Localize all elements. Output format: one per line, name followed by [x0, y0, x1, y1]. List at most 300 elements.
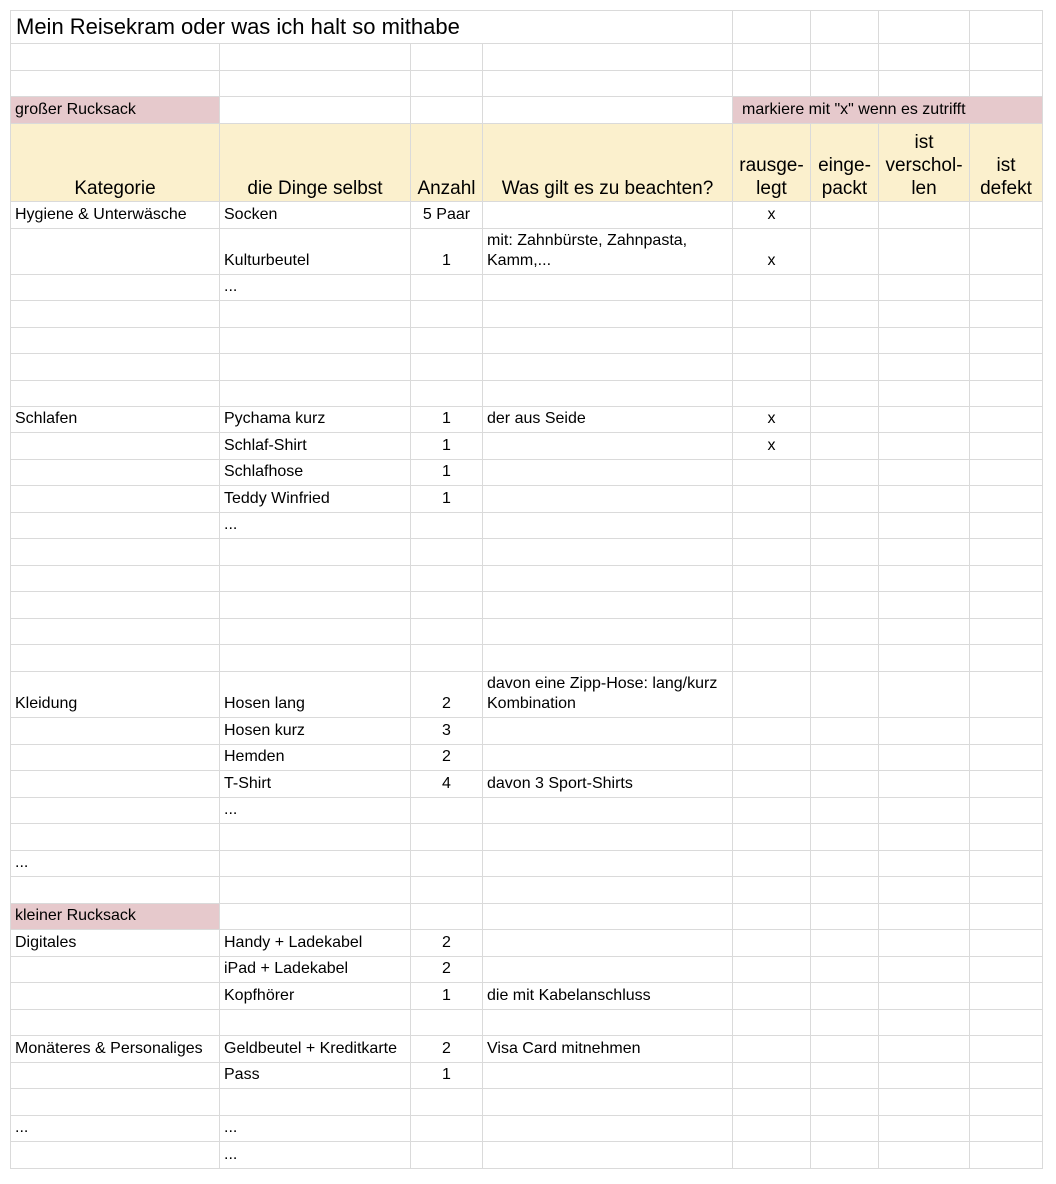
cell-anzahl[interactable] [411, 592, 483, 619]
cell-anzahl[interactable] [411, 1036, 483, 1063]
cell-kategorie[interactable] [10, 824, 220, 851]
cell-kategorie[interactable] [10, 433, 220, 460]
cell-ding[interactable] [220, 433, 411, 460]
cell-verschollen[interactable] [879, 619, 970, 645]
cell-rausgelegt[interactable] [733, 930, 811, 957]
cell-verschollen[interactable] [879, 1116, 970, 1142]
cell-kategorie[interactable] [10, 983, 220, 1010]
cell-rausgelegt[interactable] [733, 904, 811, 930]
cell-eingepackt[interactable] [811, 10, 879, 44]
cell-ding[interactable] [220, 1142, 411, 1169]
cell-eingepackt[interactable] [811, 745, 879, 771]
cell-ding[interactable] [220, 1063, 411, 1089]
cell-anzahl[interactable] [411, 798, 483, 824]
cell-anzahl[interactable] [411, 433, 483, 460]
cell-rausgelegt[interactable] [733, 957, 811, 983]
cell-eingepackt[interactable] [811, 1089, 879, 1116]
cell-dinge[interactable] [220, 381, 411, 407]
cell-defekt[interactable] [970, 619, 1043, 645]
cell-beachten[interactable] [483, 202, 733, 229]
cell-kategorie[interactable] [10, 566, 220, 592]
cell-anzahl[interactable] [411, 460, 483, 486]
cell-ding[interactable] [220, 407, 411, 433]
cell-kategorie[interactable] [10, 798, 220, 824]
cell-verschollen[interactable] [879, 645, 970, 672]
cell-verschollen[interactable] [879, 44, 970, 71]
cell-anzahl[interactable] [411, 381, 483, 407]
cell-rausgelegt[interactable] [733, 619, 811, 645]
cell-defekt[interactable] [970, 1089, 1043, 1116]
cell-anzahl[interactable] [411, 1010, 483, 1036]
cell-defekt[interactable] [970, 1036, 1043, 1063]
cell-anzahl[interactable] [411, 718, 483, 745]
cell-beachten[interactable] [483, 460, 733, 486]
cell-verschollen[interactable] [879, 957, 970, 983]
cell-anzahl[interactable] [411, 97, 483, 124]
cell-defekt[interactable] [970, 930, 1043, 957]
cell-beachten[interactable] [483, 851, 733, 877]
cell-eingepackt[interactable] [811, 460, 879, 486]
cell-ding[interactable] [220, 1036, 411, 1063]
cell-anzahl[interactable] [411, 539, 483, 566]
cell-beachten[interactable] [483, 798, 733, 824]
cell-kategorie[interactable] [10, 718, 220, 745]
cell-verschollen[interactable] [879, 592, 970, 619]
cell-kategorie[interactable] [10, 1063, 220, 1089]
cell-verschollen[interactable] [879, 930, 970, 957]
cell-defekt[interactable] [970, 301, 1043, 328]
cell-eingepackt[interactable] [811, 851, 879, 877]
cell-anzahl[interactable] [411, 275, 483, 301]
cell-beachten[interactable] [483, 957, 733, 983]
cell-rausgelegt[interactable] [733, 1089, 811, 1116]
cell-rausgelegt[interactable] [733, 328, 811, 354]
cell-ding[interactable] [220, 851, 411, 877]
cell-verschollen[interactable] [879, 275, 970, 301]
cell-ding[interactable] [220, 718, 411, 745]
cell-kategorie[interactable] [10, 407, 220, 433]
cell-verschollen[interactable] [879, 202, 970, 229]
cell-anzahl[interactable] [411, 1063, 483, 1089]
cell-eingepackt[interactable] [811, 301, 879, 328]
cell-beachten[interactable] [483, 354, 733, 381]
cell-eingepackt[interactable] [811, 229, 879, 275]
cell-rausgelegt[interactable] [733, 877, 811, 904]
cell-ding[interactable] [220, 1116, 411, 1142]
cell-kategorie[interactable] [10, 1036, 220, 1063]
cell-dinge[interactable] [220, 592, 411, 619]
cell-defekt[interactable] [970, 486, 1043, 513]
cell-dinge[interactable] [220, 1089, 411, 1116]
cell-rausgelegt[interactable] [733, 381, 811, 407]
cell-rausgelegt[interactable] [733, 851, 811, 877]
cell-verschollen[interactable] [879, 745, 970, 771]
cell-defekt[interactable] [970, 798, 1043, 824]
cell-beachten[interactable] [483, 71, 733, 97]
cell-kategorie[interactable] [10, 354, 220, 381]
cell-beachten[interactable] [483, 44, 733, 71]
cell-ding[interactable] [220, 983, 411, 1010]
cell-anzahl[interactable] [411, 771, 483, 798]
cell-verschollen[interactable] [879, 328, 970, 354]
header-beachten[interactable] [483, 124, 733, 202]
cell-kategorie[interactable] [10, 877, 220, 904]
cell-kategorie[interactable] [10, 513, 220, 539]
cell-defekt[interactable] [970, 904, 1043, 930]
cell-kategorie[interactable] [10, 1116, 220, 1142]
cell-defekt[interactable] [970, 745, 1043, 771]
cell-beachten[interactable] [483, 97, 733, 124]
cell-defekt[interactable] [970, 71, 1043, 97]
cell-rausgelegt[interactable] [733, 71, 811, 97]
cell-dinge[interactable] [220, 97, 411, 124]
cell-verschollen[interactable] [879, 851, 970, 877]
cell-rausgelegt[interactable] [733, 983, 811, 1010]
cell-defekt[interactable] [970, 460, 1043, 486]
cell-verschollen[interactable] [879, 460, 970, 486]
cell-rausgelegt[interactable] [733, 275, 811, 301]
cell-defekt[interactable] [970, 771, 1043, 798]
cell-anzahl[interactable] [411, 957, 483, 983]
cell-kategorie[interactable] [10, 1142, 220, 1169]
cell-kategorie[interactable] [10, 645, 220, 672]
cell-defekt[interactable] [970, 202, 1043, 229]
cell-verschollen[interactable] [879, 824, 970, 851]
cell-dinge[interactable] [220, 44, 411, 71]
cell-defekt[interactable] [970, 592, 1043, 619]
cell-beachten[interactable] [483, 877, 733, 904]
cell-beachten[interactable] [483, 433, 733, 460]
cell-ding[interactable] [220, 513, 411, 539]
cell-beachten[interactable] [483, 301, 733, 328]
cell-verschollen[interactable] [879, 672, 970, 718]
cell-beachten[interactable] [483, 407, 733, 433]
header-anzahl[interactable] [411, 124, 483, 202]
cell-beachten[interactable] [483, 1116, 733, 1142]
cell-kategorie[interactable] [10, 1089, 220, 1116]
cell-beachten[interactable] [483, 672, 733, 718]
cell-dinge[interactable] [220, 619, 411, 645]
cell-defekt[interactable] [970, 1063, 1043, 1089]
cell-ding[interactable] [220, 930, 411, 957]
cell-eingepackt[interactable] [811, 798, 879, 824]
cell-ding[interactable] [220, 275, 411, 301]
cell-rausgelegt[interactable] [733, 771, 811, 798]
cell-dinge[interactable] [220, 824, 411, 851]
cell-anzahl[interactable] [411, 983, 483, 1010]
cell-rausgelegt[interactable] [733, 1116, 811, 1142]
cell-dinge[interactable] [220, 566, 411, 592]
cell-beachten[interactable] [483, 645, 733, 672]
cell-defekt[interactable] [970, 877, 1043, 904]
cell-kategorie[interactable] [10, 460, 220, 486]
cell-kategorie[interactable] [10, 229, 220, 275]
cell-defekt[interactable] [970, 1010, 1043, 1036]
cell-rausgelegt[interactable] [733, 513, 811, 539]
cell-kategorie[interactable] [10, 301, 220, 328]
cell-rausgelegt[interactable] [733, 798, 811, 824]
cell-beachten[interactable] [483, 486, 733, 513]
cell-eingepackt[interactable] [811, 930, 879, 957]
cell-ding[interactable] [220, 229, 411, 275]
cell-eingepackt[interactable] [811, 354, 879, 381]
cell-ding[interactable] [220, 957, 411, 983]
cell-kategorie[interactable] [10, 328, 220, 354]
cell-anzahl[interactable] [411, 1116, 483, 1142]
header-defekt[interactable] [970, 124, 1043, 202]
cell-dinge[interactable] [220, 645, 411, 672]
cell-dinge[interactable] [220, 904, 411, 930]
cell-rausgelegt[interactable] [733, 433, 811, 460]
cell-anzahl[interactable] [411, 354, 483, 381]
cell-verschollen[interactable] [879, 10, 970, 44]
cell-anzahl[interactable] [411, 1142, 483, 1169]
cell-defekt[interactable] [970, 851, 1043, 877]
cell-ding[interactable] [220, 745, 411, 771]
cell-anzahl[interactable] [411, 301, 483, 328]
cell-eingepackt[interactable] [811, 1036, 879, 1063]
cell-anzahl[interactable] [411, 672, 483, 718]
cell-verschollen[interactable] [879, 381, 970, 407]
cell-rausgelegt[interactable] [733, 1063, 811, 1089]
cell-defekt[interactable] [970, 957, 1043, 983]
cell-defekt[interactable] [970, 407, 1043, 433]
cell-ding[interactable] [220, 486, 411, 513]
cell-eingepackt[interactable] [811, 645, 879, 672]
cell-eingepackt[interactable] [811, 771, 879, 798]
cell-beachten[interactable] [483, 1063, 733, 1089]
cell-anzahl[interactable] [411, 1089, 483, 1116]
cell-verschollen[interactable] [879, 877, 970, 904]
cell-kategorie[interactable] [10, 957, 220, 983]
cell-eingepackt[interactable] [811, 275, 879, 301]
cell-rausgelegt[interactable] [733, 645, 811, 672]
cell-eingepackt[interactable] [811, 407, 879, 433]
cell-verschollen[interactable] [879, 566, 970, 592]
cell-kategorie[interactable] [10, 71, 220, 97]
cell-defekt[interactable] [970, 513, 1043, 539]
sheet-title[interactable] [10, 10, 733, 44]
cell-kategorie[interactable] [10, 381, 220, 407]
cell-verschollen[interactable] [879, 1063, 970, 1089]
cell-eingepackt[interactable] [811, 71, 879, 97]
cell-beachten[interactable] [483, 328, 733, 354]
cell-anzahl[interactable] [411, 513, 483, 539]
mark-hint[interactable] [733, 97, 1043, 124]
cell-eingepackt[interactable] [811, 44, 879, 71]
cell-eingepackt[interactable] [811, 539, 879, 566]
cell-kategorie[interactable] [10, 539, 220, 566]
cell-dinge[interactable] [220, 877, 411, 904]
cell-anzahl[interactable] [411, 71, 483, 97]
cell-verschollen[interactable] [879, 798, 970, 824]
cell-kategorie[interactable] [10, 851, 220, 877]
cell-verschollen[interactable] [879, 407, 970, 433]
cell-rausgelegt[interactable] [733, 718, 811, 745]
cell-verschollen[interactable] [879, 904, 970, 930]
cell-defekt[interactable] [970, 566, 1043, 592]
cell-rausgelegt[interactable] [733, 202, 811, 229]
cell-beachten[interactable] [483, 771, 733, 798]
cell-kategorie[interactable] [10, 486, 220, 513]
cell-rausgelegt[interactable] [733, 460, 811, 486]
cell-verschollen[interactable] [879, 718, 970, 745]
cell-eingepackt[interactable] [811, 1010, 879, 1036]
cell-eingepackt[interactable] [811, 202, 879, 229]
cell-beachten[interactable] [483, 1089, 733, 1116]
cell-rausgelegt[interactable] [733, 407, 811, 433]
cell-beachten[interactable] [483, 718, 733, 745]
cell-beachten[interactable] [483, 619, 733, 645]
cell-beachten[interactable] [483, 824, 733, 851]
cell-defekt[interactable] [970, 44, 1043, 71]
cell-ding[interactable] [220, 460, 411, 486]
cell-defekt[interactable] [970, 10, 1043, 44]
cell-verschollen[interactable] [879, 229, 970, 275]
cell-anzahl[interactable] [411, 566, 483, 592]
cell-rausgelegt[interactable] [733, 486, 811, 513]
cell-kategorie[interactable] [10, 771, 220, 798]
cell-kategorie[interactable] [10, 672, 220, 718]
cell-rausgelegt[interactable] [733, 539, 811, 566]
cell-anzahl[interactable] [411, 407, 483, 433]
cell-eingepackt[interactable] [811, 672, 879, 718]
cell-defekt[interactable] [970, 381, 1043, 407]
cell-beachten[interactable] [483, 1036, 733, 1063]
cell-beachten[interactable] [483, 930, 733, 957]
cell-beachten[interactable] [483, 1142, 733, 1169]
cell-dinge[interactable] [220, 354, 411, 381]
cell-defekt[interactable] [970, 229, 1043, 275]
cell-defekt[interactable] [970, 354, 1043, 381]
cell-kategorie[interactable] [10, 275, 220, 301]
cell-verschollen[interactable] [879, 354, 970, 381]
cell-dinge[interactable] [220, 1010, 411, 1036]
cell-rausgelegt[interactable] [733, 566, 811, 592]
cell-kategorie[interactable] [10, 592, 220, 619]
section-small-backpack[interactable] [10, 904, 220, 930]
cell-ding[interactable] [220, 798, 411, 824]
header-dinge[interactable] [220, 124, 411, 202]
cell-verschollen[interactable] [879, 301, 970, 328]
cell-ding[interactable] [220, 672, 411, 718]
cell-anzahl[interactable] [411, 202, 483, 229]
cell-verschollen[interactable] [879, 486, 970, 513]
cell-verschollen[interactable] [879, 1010, 970, 1036]
cell-eingepackt[interactable] [811, 718, 879, 745]
cell-kategorie[interactable] [10, 1010, 220, 1036]
cell-rausgelegt[interactable] [733, 745, 811, 771]
cell-defekt[interactable] [970, 328, 1043, 354]
cell-anzahl[interactable] [411, 824, 483, 851]
cell-defekt[interactable] [970, 275, 1043, 301]
cell-beachten[interactable] [483, 1010, 733, 1036]
cell-beachten[interactable] [483, 566, 733, 592]
cell-anzahl[interactable] [411, 44, 483, 71]
cell-anzahl[interactable] [411, 930, 483, 957]
cell-ding[interactable] [220, 202, 411, 229]
cell-ding[interactable] [220, 771, 411, 798]
cell-kategorie[interactable] [10, 930, 220, 957]
cell-defekt[interactable] [970, 539, 1043, 566]
cell-verschollen[interactable] [879, 1142, 970, 1169]
cell-beachten[interactable] [483, 513, 733, 539]
cell-rausgelegt[interactable] [733, 229, 811, 275]
cell-anzahl[interactable] [411, 904, 483, 930]
cell-eingepackt[interactable] [811, 328, 879, 354]
cell-anzahl[interactable] [411, 619, 483, 645]
cell-defekt[interactable] [970, 1142, 1043, 1169]
cell-eingepackt[interactable] [811, 566, 879, 592]
cell-eingepackt[interactable] [811, 983, 879, 1010]
cell-rausgelegt[interactable] [733, 1010, 811, 1036]
cell-dinge[interactable] [220, 328, 411, 354]
cell-eingepackt[interactable] [811, 904, 879, 930]
cell-defekt[interactable] [970, 1116, 1043, 1142]
cell-anzahl[interactable] [411, 486, 483, 513]
cell-verschollen[interactable] [879, 513, 970, 539]
cell-verschollen[interactable] [879, 1036, 970, 1063]
cell-eingepackt[interactable] [811, 957, 879, 983]
cell-defekt[interactable] [970, 433, 1043, 460]
cell-anzahl[interactable] [411, 851, 483, 877]
cell-beachten[interactable] [483, 983, 733, 1010]
cell-eingepackt[interactable] [811, 1116, 879, 1142]
cell-eingepackt[interactable] [811, 486, 879, 513]
cell-eingepackt[interactable] [811, 433, 879, 460]
cell-anzahl[interactable] [411, 229, 483, 275]
cell-eingepackt[interactable] [811, 1142, 879, 1169]
section-big-backpack[interactable] [10, 97, 220, 124]
cell-beachten[interactable] [483, 539, 733, 566]
cell-beachten[interactable] [483, 275, 733, 301]
cell-dinge[interactable] [220, 301, 411, 328]
cell-eingepackt[interactable] [811, 381, 879, 407]
cell-verschollen[interactable] [879, 771, 970, 798]
cell-rausgelegt[interactable] [733, 672, 811, 718]
cell-verschollen[interactable] [879, 71, 970, 97]
cell-beachten[interactable] [483, 745, 733, 771]
cell-eingepackt[interactable] [811, 1063, 879, 1089]
cell-kategorie[interactable] [10, 202, 220, 229]
cell-rausgelegt[interactable] [733, 10, 811, 44]
cell-defekt[interactable] [970, 983, 1043, 1010]
header-eingepackt[interactable] [811, 124, 879, 202]
cell-eingepackt[interactable] [811, 592, 879, 619]
cell-defekt[interactable] [970, 672, 1043, 718]
header-rausgelegt[interactable] [733, 124, 811, 202]
cell-verschollen[interactable] [879, 539, 970, 566]
cell-beachten[interactable] [483, 904, 733, 930]
cell-defekt[interactable] [970, 824, 1043, 851]
cell-kategorie[interactable] [10, 745, 220, 771]
cell-anzahl[interactable] [411, 877, 483, 904]
cell-eingepackt[interactable] [811, 619, 879, 645]
cell-rausgelegt[interactable] [733, 1142, 811, 1169]
cell-eingepackt[interactable] [811, 824, 879, 851]
cell-anzahl[interactable] [411, 745, 483, 771]
cell-rausgelegt[interactable] [733, 354, 811, 381]
cell-verschollen[interactable] [879, 983, 970, 1010]
cell-dinge[interactable] [220, 539, 411, 566]
cell-beachten[interactable] [483, 592, 733, 619]
cell-eingepackt[interactable] [811, 513, 879, 539]
cell-rausgelegt[interactable] [733, 592, 811, 619]
cell-rausgelegt[interactable] [733, 44, 811, 71]
cell-verschollen[interactable] [879, 433, 970, 460]
cell-defekt[interactable] [970, 645, 1043, 672]
cell-anzahl[interactable] [411, 645, 483, 672]
